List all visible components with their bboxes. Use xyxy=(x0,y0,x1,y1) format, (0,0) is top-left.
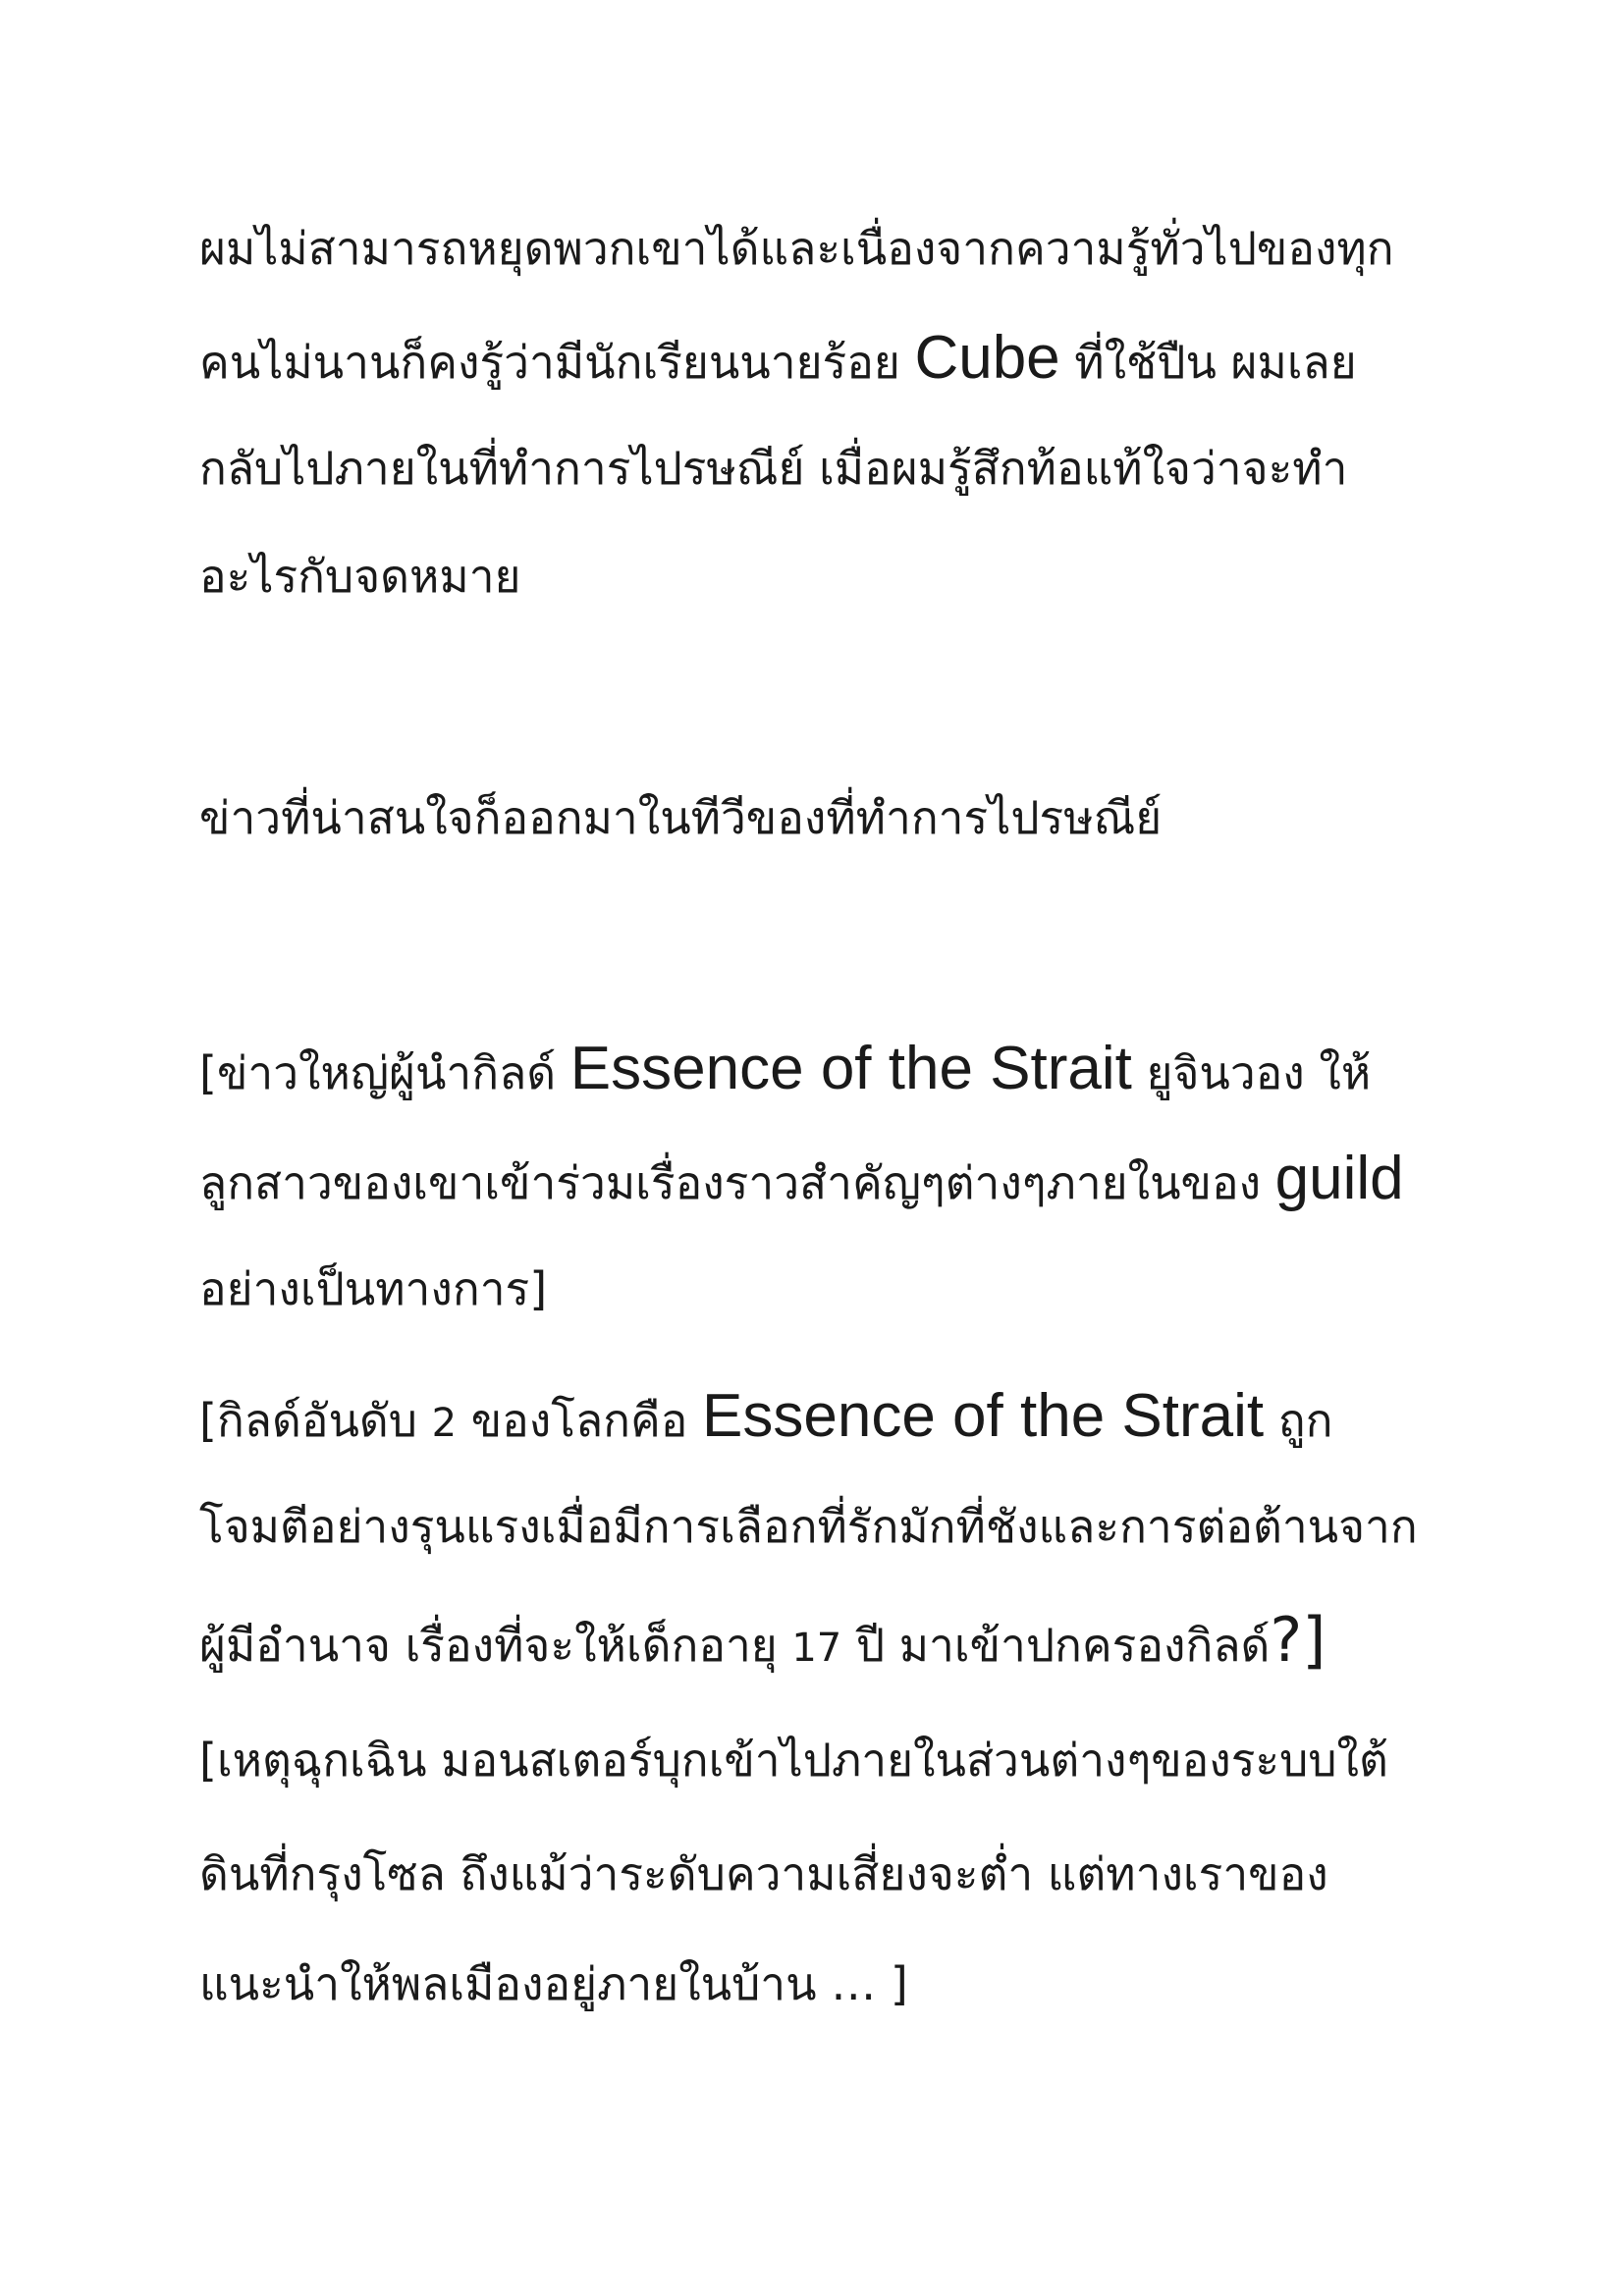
news-2-line-1 xyxy=(199,1382,1476,1451)
latin-term: Cube xyxy=(914,324,1060,392)
paragraph-1-line-3 xyxy=(199,434,1476,503)
latin-term: Essence of the Strait xyxy=(702,1382,1265,1450)
text-run: ยูจินวอง ให้ xyxy=(1131,1046,1372,1099)
news-1-line-2 xyxy=(199,1145,1476,1213)
text-run: [กิลด์อันดับ xyxy=(199,1394,432,1447)
text-run: ดินที่กรุงโซล ถึงแม้ว่าระดับความเสี่ยงจะต่ำ แต่ทางเราของ xyxy=(199,1847,1328,1900)
text-run: ที่ใช้ปืน ผมเลย xyxy=(1059,336,1357,389)
text-run: [ข่าวใหญ่ผู้นำกิลด์ xyxy=(199,1046,570,1099)
text-run: อะไรกับจดหมาย xyxy=(199,550,521,603)
news-1-line-3 xyxy=(199,1255,1476,1323)
text-run: แนะนำให้พลเมืองอยู่ภายในบ้าน … ] xyxy=(199,1957,908,2010)
text-run: อย่างเป็นทางการ] xyxy=(199,1262,548,1315)
text-run: ถูก xyxy=(1264,1394,1333,1447)
paragraph-1-line-4 xyxy=(199,542,1476,611)
news-3-line-3 xyxy=(199,1949,1476,2018)
news-3-line-1 xyxy=(199,1726,1476,1794)
latin-term: guild xyxy=(1274,1145,1404,1212)
paragraph-1-line-1 xyxy=(199,214,1476,283)
text-run: ปี มาเข้าปกครองกิลด์ xyxy=(841,1619,1271,1672)
news-1-line-1 xyxy=(199,1035,1476,1103)
punctuation: ?] xyxy=(1270,1604,1326,1676)
paragraph-2-line-1 xyxy=(199,783,1476,852)
text-run: ของโลกคือ xyxy=(457,1394,703,1447)
news-2-line-2 xyxy=(199,1492,1476,1561)
text-run: ลูกสาวของเขาเข้าร่วมเรื่องราวสำคัญๆต่างๆภายในของ xyxy=(199,1156,1275,1209)
news-2-line-3 xyxy=(199,1606,1476,1675)
text-run: ข่าวที่น่าสนใจก็ออกมาในทีวีของที่ทำการไปรษณีย์ xyxy=(199,791,1163,844)
text-run: กลับไปภายในที่ทำการไปรษณีย์ เมื่อผมรู้สึกท้อแท้ใจว่าจะทำ xyxy=(199,442,1348,495)
latin-term: Essence of the Strait xyxy=(569,1035,1132,1102)
text-run: คนไม่นานก็คงรู้ว่ามีนักเรียนนายร้อย xyxy=(199,336,915,389)
paragraph-1-line-2 xyxy=(199,324,1476,393)
text-run: ผู้มีอำนาจ เรื่องที่จะให้เด็กอายุ xyxy=(199,1619,792,1672)
number: 2 xyxy=(431,1401,458,1446)
number: 17 xyxy=(791,1626,842,1671)
text-run: โจมตีอย่างรุนแรงเมื่อมีการเลือกที่รักมักที่ชังและการต่อต้านจาก xyxy=(199,1500,1418,1553)
text-run: [เหตุฉุกเฉิน มอนสเตอร์บุกเข้าไปภายในส่วนต่างๆของระบบใต้ xyxy=(199,1734,1388,1787)
news-3-line-2 xyxy=(199,1840,1476,1908)
text-run: ผมไม่สามารถหยุดพวกเขาได้และเนื่องจากความรู้ทั่วไปของทุก xyxy=(199,222,1394,275)
